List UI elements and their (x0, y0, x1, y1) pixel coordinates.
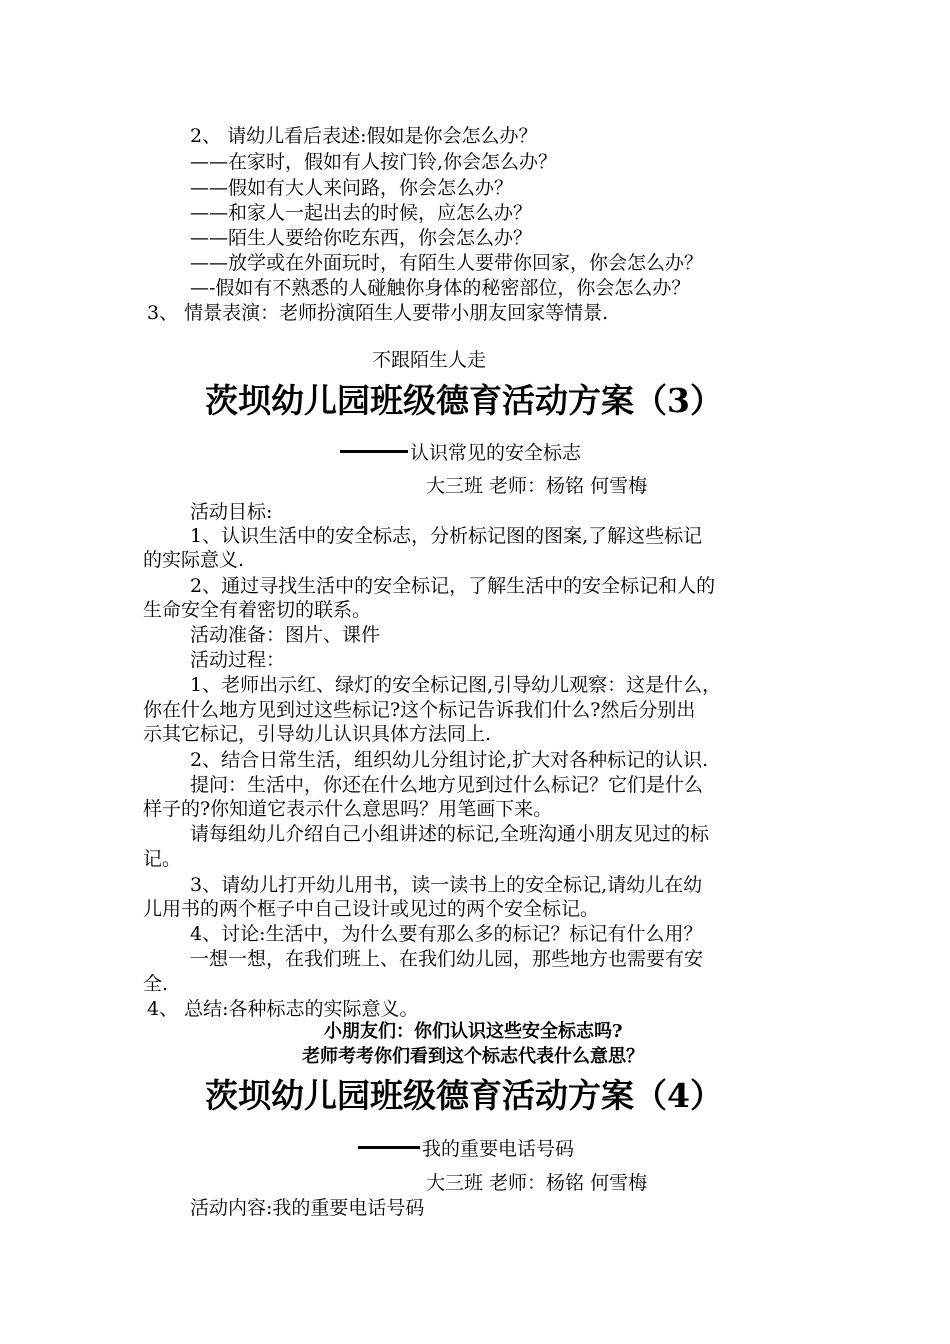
body-line: 活动目标: (190, 501, 273, 523)
body-line: 活动准备：图片、课件 (190, 624, 381, 646)
question-line: ——和家人一起出去的时候，应怎么办？ (190, 202, 533, 224)
summary-line: 4、 总结:各种标志的实际意义。 (147, 998, 419, 1020)
body-line: 儿用书的两个框子中自己设计或见过的两个安全标记。 (143, 898, 600, 920)
question-line: ——假如有大人来问路，你会怎么办？ (190, 177, 514, 199)
body-line: 示其它标记，引导幼儿认识具体方法同上. (143, 723, 492, 745)
body-line: 记。 (143, 848, 182, 870)
body-line: 3、请幼儿打开幼儿用书，读一读书上的安全标记,请幼儿在幼 (190, 874, 703, 896)
subtitle-text: 我的重要电话号码 (422, 1138, 575, 1160)
class-teacher-line: 大三班 老师：杨铭 何雪梅 (426, 1172, 648, 1194)
pre-title: 不跟陌生人走 (372, 349, 487, 371)
class-teacher-line: 大三班 老师：杨铭 何雪梅 (426, 475, 648, 497)
section-4-title: 茨坝幼儿园班级德育活动方案（4） (205, 1076, 723, 1115)
section-3-subtitle (340, 441, 581, 465)
bold-prompt-line: 老师考考你们看到这个标志代表什么意思？ (302, 1046, 644, 1067)
dash-rule (358, 1146, 420, 1149)
step-2-line: 2、 请幼儿看后表述:假如是你会怎么办？ (190, 125, 538, 147)
question-line: ——放学或在外面玩时，有陌生人要带你回家，你会怎么办？ (190, 252, 704, 274)
body-line: 你在什么地方见到过这些标记?这个标记告诉我们什么?然后分别出 (143, 699, 696, 721)
body-line: 全. (143, 973, 169, 995)
body-line: 的实际意义. (143, 549, 245, 571)
section-3-title: 茨坝幼儿园班级德育活动方案（3） (205, 381, 723, 420)
body-line: 请每组幼儿介绍自己小组讲述的标记,全班沟通小朋友见过的标 (190, 823, 710, 845)
body-line: 提问：生活中，你还在什么地方见到过什么标记？它们是什么 (190, 774, 704, 796)
question-line: —-假如有不熟悉的人碰触你身体的秘密部位，你会怎么办？ (190, 277, 691, 299)
dash-rule (340, 450, 408, 453)
body-line: 1、老师出示红、绿灯的安全标记图,引导幼儿观察：这是什么， (190, 674, 722, 696)
bold-prompt-line: 小朋友们：你们认识这些安全标志吗? (324, 1021, 623, 1042)
body-line: 生命安全有着密切的联系。 (143, 599, 372, 621)
step-3-line: 3、 情景表演：老师扮演陌生人要带小朋友回家等情景. (147, 302, 609, 324)
content-line: 活动内容:我的重要电话号码 (190, 1197, 425, 1219)
question-line: ——在家时，假如有人按门铃,你会怎么办？ (190, 151, 558, 173)
question-line: ——陌生人要给你吃东西，你会怎么办？ (190, 227, 533, 249)
body-line: 样子的?你知道它表示什么意思吗？用笔画下来。 (143, 798, 553, 820)
body-line: 2、通过寻找生活中的安全标记，了解生活中的安全标记和人的 (190, 575, 716, 597)
body-line: 4、讨论:生活中，为什么要有那么多的标记？标记有什么用？ (190, 923, 703, 945)
body-line: 2、结合日常生活，组织幼儿分组讨论,扩大对各种标记的认识. (190, 749, 709, 771)
body-line: 一想一想，在我们班上、在我们幼儿园，那些地方也需要有安 (190, 948, 704, 970)
subtitle-text: 认识常见的安全标志 (410, 442, 582, 464)
section-4-subtitle (358, 1137, 574, 1161)
body-line: 活动过程： (190, 649, 286, 671)
body-line: 1、认识生活中的安全标志，分析标记图的图案,了解这些标记 (190, 525, 703, 547)
